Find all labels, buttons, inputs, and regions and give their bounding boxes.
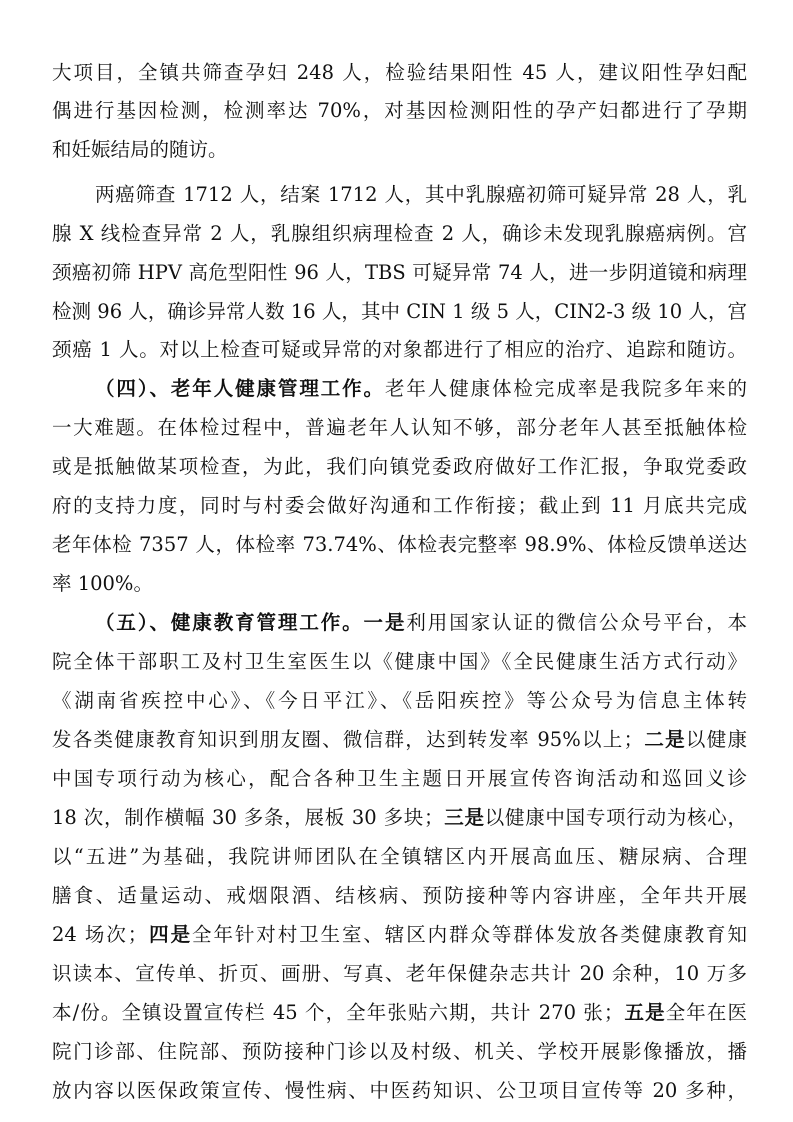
paragraph-line (52, 488, 747, 524)
text-run: 率 100%。 (52, 572, 153, 595)
paragraph-line (52, 132, 747, 168)
paragraph-line (52, 1073, 747, 1109)
text-run: 颈癌初筛 HPV 高危型阳性 96 人，TBS 可疑异常 74 人，进一步阴道镜和病理 (52, 261, 747, 284)
text-run: 颈癌 1 人。对以上检查可疑或异常的对象都进行了相应的治疗、追踪和随访。 (52, 338, 747, 361)
text-run: 以健康中国专项行动为核心， (484, 806, 747, 829)
paragraph-line (52, 722, 747, 758)
text-run: 24 场次； (52, 923, 148, 946)
paragraph-line (52, 566, 747, 602)
text-run: 中国专项行动为核心，配合各种卫生主题日开展宣传咨询活动和巡回义诊 (52, 767, 747, 790)
text-run: 检测 96 人，确诊异常人数 16 人，其中 CIN 1 级 5 人，CIN2-3 级 10 人，宫 (52, 300, 747, 323)
bold-text-run: 三是 (443, 806, 485, 829)
paragraph-line (95, 177, 747, 213)
bold-text-run: （五）、健康教育管理工作。 (95, 611, 364, 634)
text-run: 以健康 (685, 728, 747, 751)
paragraph-line (52, 917, 747, 953)
text-run: 老年人健康体检完成率是我院多年来的 (384, 377, 747, 400)
text-run: 偶进行基因检测，检测率达 70%，对基因检测阳性的孕产妇都进行了孕期 (52, 99, 747, 122)
paragraph-line (52, 956, 747, 992)
text-run: 或是抵触做某项检查，为此，我们向镇党委政府做好工作汇报，争取党委政 (52, 455, 747, 478)
bold-text-run: （四）、老年人健康管理工作。 (95, 377, 385, 400)
text-run: 大项目，全镇共筛查孕妇 248 人，检验结果阳性 45 人，建议阳性孕妇配 (52, 61, 747, 84)
text-run: 利用国家认证的微信公众号平台，本 (406, 611, 747, 634)
text-run: 识读本、宣传单、折页、画册、写真、老年保健杂志共计 20 余种，10 万多 (52, 962, 747, 985)
bold-text-run: 五是 (623, 1001, 666, 1024)
text-run: 本/份。全镇设置宣传栏 45 个，全年张贴六期，共计 270 张； (52, 1001, 624, 1024)
paragraph-line (52, 449, 747, 485)
text-run: 老年体检 7357 人，体检率 73.74%、体检表完整率 98.9%、体检反馈单送达 (52, 533, 747, 556)
text-run: 两癌筛查 1712 人，结案 1712 人，其中乳腺癌初筛可疑异常 28 人，乳 (95, 183, 747, 206)
paragraph-line (52, 255, 747, 291)
section-heading-line (95, 371, 747, 407)
text-run: 府的支持力度，同时与村委会做好沟通和工作衔接；截止到 11 月底共完成 (52, 494, 747, 517)
paragraph-line (52, 800, 747, 836)
text-run: 一大难题。在体检过程中，普遍老年人认知不够，部分老年人甚至抵触体检 (52, 416, 747, 439)
text-run: 放内容以医保政策宣传、慢性病、中医药知识、公卫项目宣传等 20 多种， (52, 1079, 747, 1102)
text-run: 膳食、适量运动、戒烟限酒、结核病、预防接种等内容讲座，全年共开展 (52, 884, 747, 907)
paragraph-line (52, 683, 747, 719)
paragraph-line (52, 332, 747, 368)
text-run: 和妊娠结局的随访。 (52, 138, 228, 161)
text-run: 发各类健康教育知识到朋友圈、微信群，达到转发率 95%以上； (52, 728, 644, 751)
text-run: 院门诊部、住院部、预防接种门诊以及村级、机关、学校开展影像播放，播 (52, 1040, 747, 1063)
paragraph-line (52, 1034, 747, 1070)
paragraph-line (52, 995, 747, 1031)
text-run: 18 次，制作横幅 30 多条，展板 30 多块； (52, 806, 444, 829)
paragraph-line (52, 644, 747, 680)
text-run: 以“五进”为基础，我院讲师团队在全镇辖区内开展高血压、糖尿病、合理 (52, 845, 747, 868)
bold-text-run: 一是 (363, 611, 407, 634)
text-run: 腺 X 线检查异常 2 人，乳腺组织病理检查 2 人，确诊未发现乳腺癌病例。宫 (52, 222, 747, 245)
paragraph-line (52, 761, 747, 797)
paragraph-line (52, 216, 747, 252)
text-run: 全年在医 (665, 1001, 747, 1024)
paragraph-line (52, 294, 747, 330)
paragraph-line (52, 55, 747, 91)
bold-text-run: 四是 (147, 923, 193, 946)
bold-text-run: 二是 (643, 728, 686, 751)
paragraph-line (52, 839, 747, 875)
paragraph-line (52, 878, 747, 914)
paragraph-line (52, 410, 747, 446)
text-run: 院全体干部职工及村卫生室医生以《健康中国》《全民健康生活方式行动》 (52, 650, 747, 673)
paragraph-line (52, 527, 747, 563)
text-run: 全年针对村卫生室、辖区内群众等群体发放各类健康教育知 (192, 923, 747, 946)
paragraph-line (52, 93, 747, 129)
section-heading-line (95, 605, 747, 641)
text-run: 《湖南省疾控中心》、《今日平江》、《岳阳疾控》等公众号为信息主体转 (52, 689, 747, 712)
